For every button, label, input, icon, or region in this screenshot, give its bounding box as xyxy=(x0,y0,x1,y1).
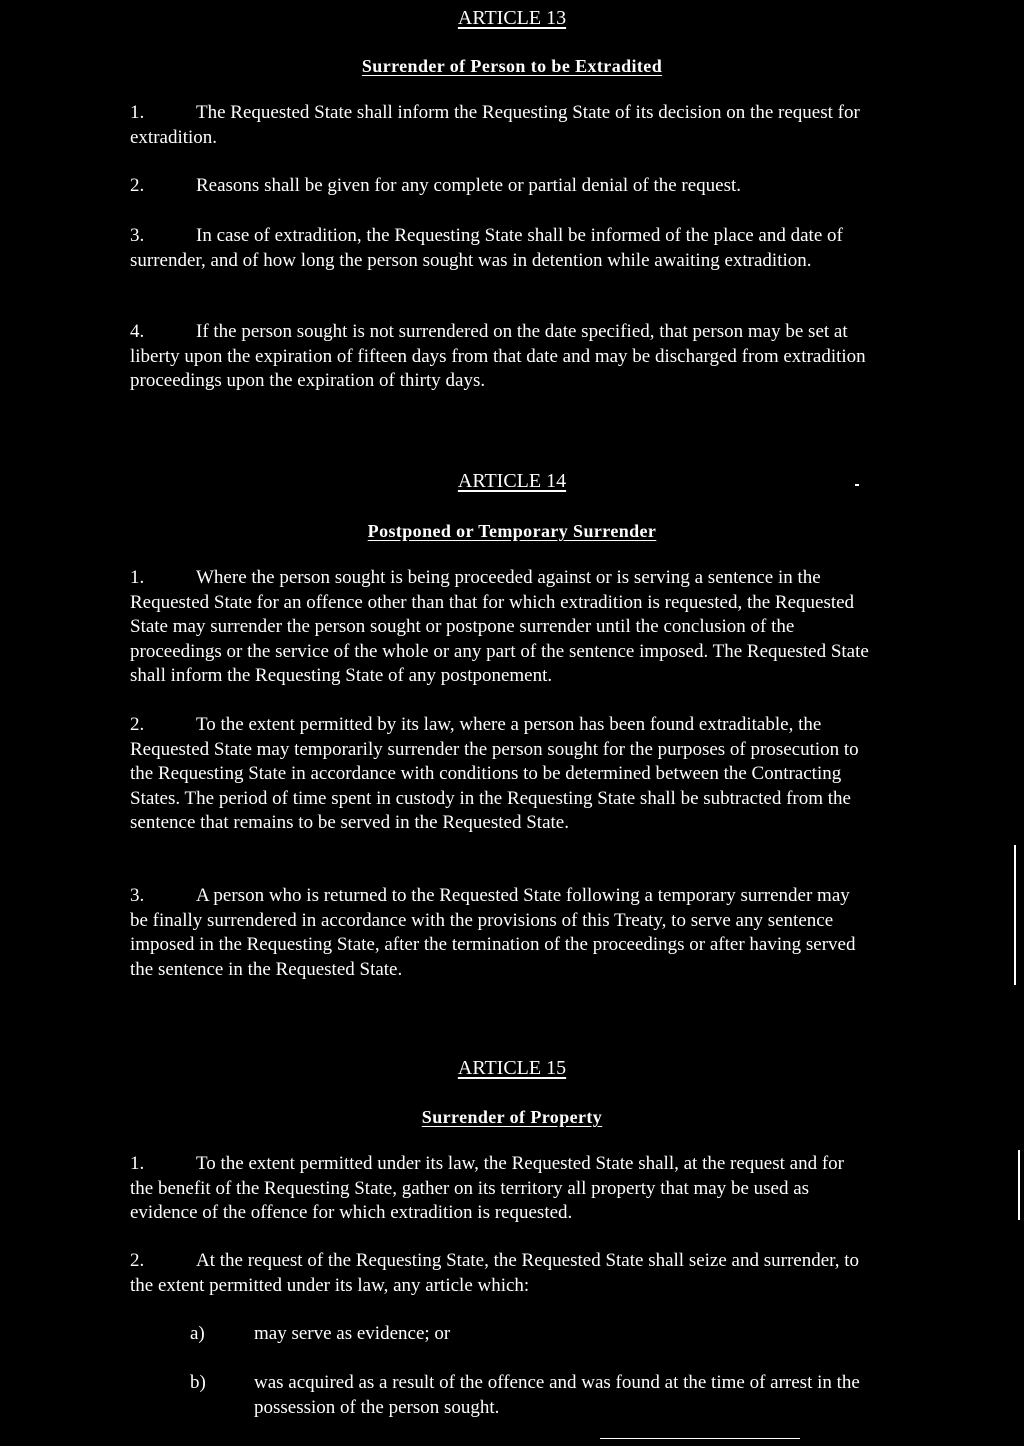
article-15-paragraph-1 xyxy=(130,1152,870,1226)
paragraph-text: Where the person sought is being proceeded against or is serving a sentence in the Requested State for an offence other than that for which extradition is requested, the Requested State may surrender the person sought or postpone surrender until the conclusion of the proceedings or the service of the whole or any part of the sentence imposed. The Requested State shall inform the Requesting State of any postponement. xyxy=(130,567,869,686)
article-14-title: ARTICLE 14 xyxy=(457,470,567,492)
article-15-paragraph-2 xyxy=(130,1249,870,1298)
scan-bottom-line xyxy=(600,1438,800,1439)
article-13-paragraph-1 xyxy=(130,101,870,150)
article-13-paragraph-2 xyxy=(130,174,870,199)
article-14-paragraph-3 xyxy=(130,884,870,982)
article-14-subtitle: Postponed or Temporary Surrender xyxy=(367,521,657,541)
article-15-title: ARTICLE 15 xyxy=(457,1057,567,1079)
paragraph-number: 1. xyxy=(130,1153,145,1174)
article-13-paragraph-3 xyxy=(130,224,870,273)
scan-speck xyxy=(855,484,859,486)
paragraph-text: In case of extradition, the Requesting State shall be informed of the place and date of surrender, and of how long the person sought was in detention while awaiting extradition. xyxy=(130,225,843,271)
article-15-item-b xyxy=(190,1371,880,1420)
item-text: was acquired as a result of the offence and was found at the time of arrest in the possession of the person sought. xyxy=(254,1372,860,1418)
paragraph-text: At the request of the Requesting State, the Requested State shall seize and surrender, to the extent permitted under its law, any article which: xyxy=(130,1250,859,1296)
paragraph-text: To the extent permitted under its law, the Requested State shall, at the request and for the benefit of the Requesting State, gather on its territory all property that may be used as evidence of the offence for which extradition is requested. xyxy=(130,1153,844,1223)
article-15-item-a xyxy=(190,1322,880,1347)
scan-edge-line xyxy=(1018,1150,1020,1220)
item-text: may serve as evidence; or xyxy=(254,1323,451,1344)
paragraph-text: If the person sought is not surrendered on the date specified, that person may be set at liberty upon the expiration of fifteen days from that date and may be discharged from extradition proceedings upon the expiration of thirty days. xyxy=(130,321,866,391)
paragraph-text: Reasons shall be given for any complete or partial denial of the request. xyxy=(196,175,742,196)
paragraph-text: A person who is returned to the Requested State following a temporary surrender may be finally surrendered in accordance with the provisions of this Treaty, to serve any sentence imposed in the Requesting State, after the termination of the proceedings or after having served the sentence in the Requested State. xyxy=(130,885,856,980)
paragraph-number: 2. xyxy=(130,1250,145,1271)
article-14-paragraph-1 xyxy=(130,566,870,689)
paragraph-number: 1. xyxy=(130,102,145,123)
article-13-subtitle: Surrender of Person to be Extradited xyxy=(361,56,663,76)
paragraph-number: 2. xyxy=(130,175,145,196)
item-letter: a) xyxy=(190,1323,205,1344)
paragraph-number: 2. xyxy=(130,714,145,735)
article-14-paragraph-2 xyxy=(130,713,870,836)
paragraph-number: 1. xyxy=(130,567,145,588)
paragraph-number: 3. xyxy=(130,225,145,246)
paragraph-number: 3. xyxy=(130,885,145,906)
article-15-subtitle: Surrender of Property xyxy=(421,1107,603,1127)
paragraph-text: The Requested State shall inform the Requesting State of its decision on the request for extradition. xyxy=(130,102,860,148)
paragraph-text: To the extent permitted by its law, where a person has been found extraditable, the Requested State may temporarily surrender the person sought for the purposes of prosecution to the Requesting State in accordance with conditions to be determined between the Contracting States. The period of time spent in custody in the Requesting State shall be subtracted from the sentence that remains to be served in the Requested State. xyxy=(130,714,859,833)
item-letter: b) xyxy=(190,1372,206,1393)
article-13-title: ARTICLE 13 xyxy=(457,7,567,29)
paragraph-number: 4. xyxy=(130,321,145,342)
article-13-paragraph-4 xyxy=(130,320,870,394)
scan-edge-line xyxy=(1014,845,1016,985)
